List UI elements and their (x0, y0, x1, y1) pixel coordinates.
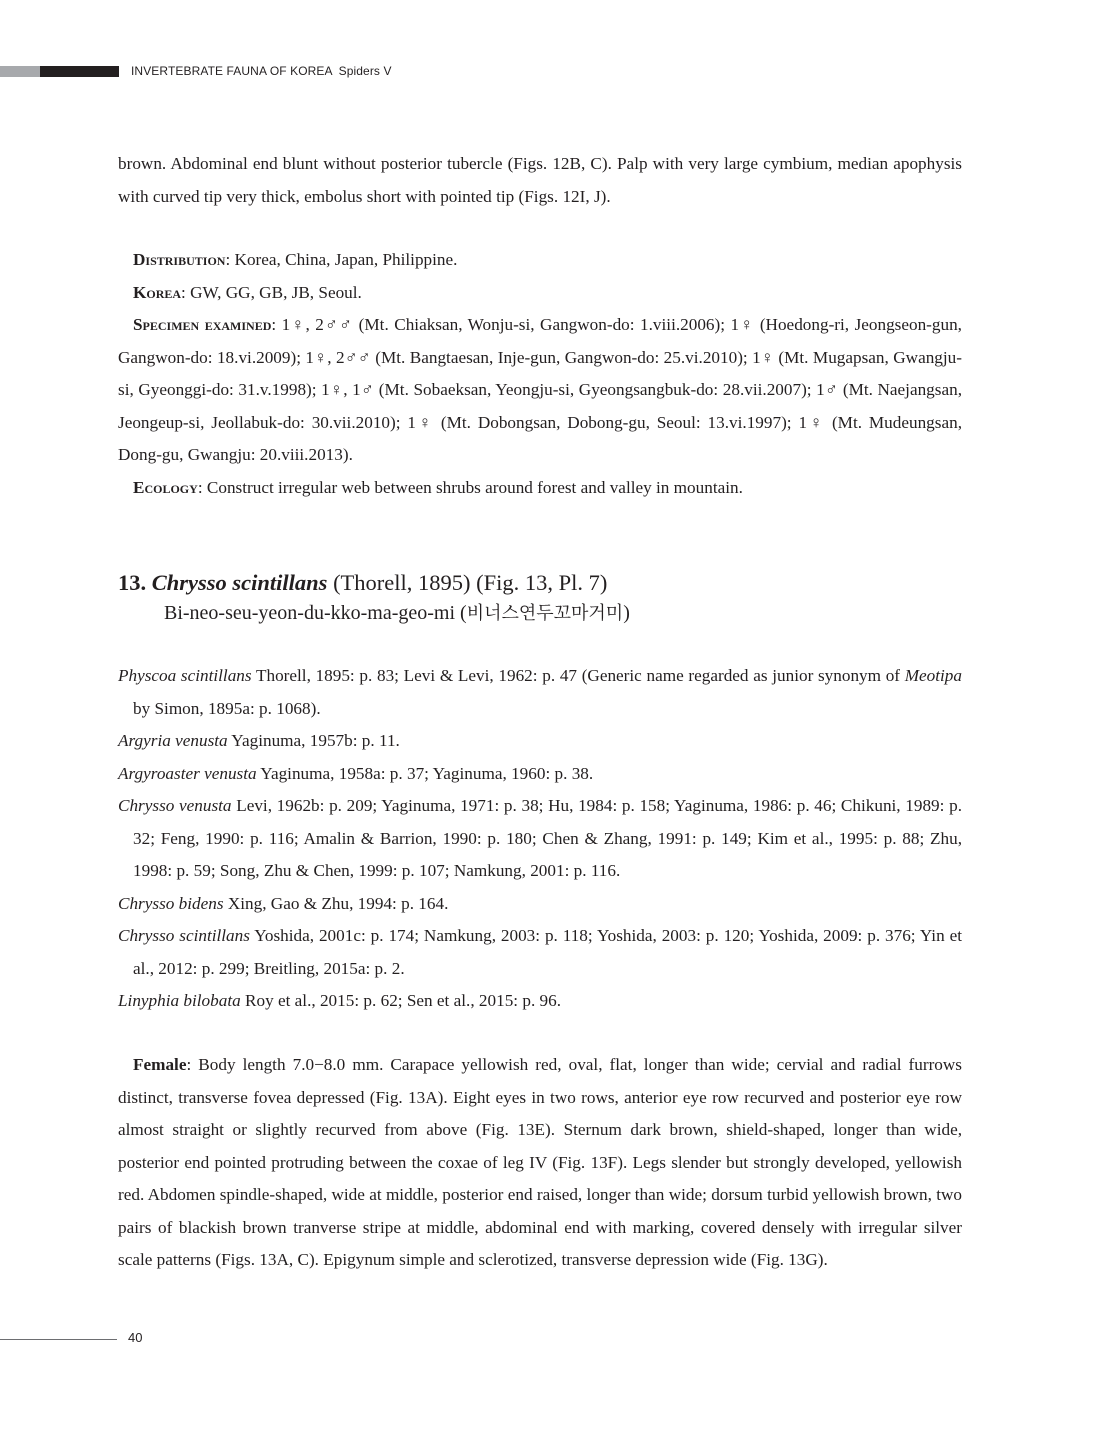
ecology-paragraph (118, 472, 962, 505)
species-authority: (Thorell, 1895) (Fig. 13, Pl. 7) (327, 570, 608, 595)
synonym-entry (118, 888, 962, 921)
synonym-citation-cont: by Simon, 1895a: p. 1068). (133, 698, 321, 718)
korea-paragraph (118, 277, 962, 310)
synonym-entry (118, 758, 962, 791)
female-text: : Body length 7.0−8.0 mm. Carapace yellowish red, oval, flat, longer than wide; cervial and radial furrows distinct, transverse fovea depressed (Fig. 13A). Eight eyes in two rows, anterior eye row recurved and posterior eye row almost straight or slightly recurved from above (Fig. 13E). Sternum dark brown, shield-shaped, longer than wide, posterior end pointed protruding between the coxae of leg IV (Fig. 13F). Legs slender but strongly developed, yellowish red. Abdomen spindle-shaped, wide at middle, posterior end raised, longer than wide; dorsum turbid yellowish brown, two pairs of blackish brown tranverse stripe at middle, abdominal end with marking, covered densely with irregular silver scale patterns (Figs. 13A, C). Epigynum simple and sclerotized, transverse depression wide (Fig. 13G). (118, 1055, 962, 1269)
footer-rule (0, 1339, 117, 1340)
synonym-taxon-name: Chrysso bidens (118, 893, 224, 913)
synonym-citation: Yoshida, 2001c: p. 174; Namkung, 2003: p. 118; Yoshida, 2003: p. 120; Yoshida, 2009: p. 376; Yin et al., 2012: p. 299; Breitling, 2015a: p. 2. (133, 926, 962, 978)
synonym-citation: Yaginuma, 1957b: p. 11. (227, 731, 400, 750)
synonym-citation: Yaginuma, 1958a: p. 37; Yaginuma, 1960: p. 38. (256, 763, 594, 783)
synonym-taxon-name: Argyria venusta (118, 731, 228, 750)
synonym-genus-name: Meotipa (904, 666, 962, 685)
synonym-citation: Roy et al., 2015: p. 62; Sen et al., 2015: p. 96. (240, 991, 562, 1010)
intro-paragraph: brown. Abdominal end blunt without posterior tubercle (Figs. 12B, C). Palp with very large cymbium, median apophysis with curved tip very thick, embolus short with pointed tip (Figs. 12I, J). (118, 154, 962, 206)
synonym-taxon-name: Argyroaster venusta (118, 763, 257, 783)
page-number: 40 (128, 1330, 143, 1345)
synonym-entry (118, 920, 962, 985)
korean-romanized: Bi-neo-seu-yeon-du-kko-ma-geo-mi ( (164, 602, 467, 624)
synonym-taxon-name: Physcoa scintillans (118, 666, 252, 685)
synonymy-list (118, 660, 962, 1018)
intro-block (118, 148, 962, 213)
species-name: Chrysso scintillans (151, 570, 328, 595)
distribution-paragraph (118, 244, 962, 277)
header-bar-light (0, 66, 40, 77)
specimen-label: Specimen examined (133, 315, 272, 334)
synonym-citation: Xing, Gao & Zhu, 1994: p. 164. (223, 893, 449, 913)
korea-label: Korea (133, 282, 182, 302)
specimen-text: : 1♀, 2♂♂ (Mt. Chiaksan, Wonju-si, Gangwon-do: 1.viii.2006); 1♀ (Hoedong-ri, Jeongseon-gun, Gangwon-do: 18.vi.2009); 1♀, 2♂♂ (Mt. Bangtaesan, Inje-gun, Gangwon-do: 25.vi.2010); 1♀ (Mt. Mugapsan, Gwangju-si, Gyeonggi-do: 31.v.1998); 1♀, 1♂ (Mt. Sobaeksan, Yeongju-si, Gyeongsangbuk-do: 28.vii.2007); 1♂ (Mt. Naejangsan, Jeongeup-si, Jeollabuk-do: 30.vii.2010); 1♀ (Mt. Dobongsan, Dobong-gu, Seoul: 13.vi.1997); 1♀ (Mt. Mudeungsan, Dong-gu, Gwangju: 20.viii.2013). (118, 315, 962, 464)
synonym-taxon-name: Chrysso scintillans (118, 926, 250, 945)
synonym-citation: Thorell, 1895: p. 83; Levi & Levi, 1962: p. 47 (Generic name regarded as junior synonym of (251, 666, 905, 685)
header-bar-dark (40, 66, 119, 77)
specimen-paragraph (118, 309, 962, 472)
synonym-entry (118, 660, 962, 725)
species-korean-name (164, 598, 630, 629)
species-number: 13. (118, 570, 147, 595)
korean-close: ) (623, 602, 630, 624)
distribution-text: : Korea, China, Japan, Philippine. (225, 250, 458, 269)
records-block (118, 244, 962, 504)
synonym-taxon-name: Chrysso venusta (118, 796, 232, 815)
female-label: Female (133, 1055, 187, 1074)
synonym-entry (118, 985, 962, 1018)
female-paragraph (118, 1049, 962, 1277)
female-block (118, 1049, 962, 1277)
running-header (131, 64, 392, 78)
distribution-label: Distribution (133, 250, 226, 269)
synonym-entry (118, 725, 962, 758)
ecology-text: : Construct irregular web between shrubs around forest and valley in mountain. (197, 477, 743, 497)
synonym-taxon-name: Linyphia bilobata (118, 991, 241, 1010)
synonym-entry (118, 790, 962, 888)
korea-text: : GW, GG, GB, JB, Seoul. (181, 282, 362, 302)
korean-hangul: 비너스연두꼬마거미 (466, 603, 624, 624)
species-heading (118, 568, 630, 629)
synonym-citation: Levi, 1962b: p. 209; Yaginuma, 1971: p. 38; Hu, 1984: p. 158; Yaginuma, 1986: p. 46; Chikuni, 1989: p. 32; Feng, 1990: p. 116; Amalin & Barrion, 1990: p. 180; Chen & Zhang, 1991: p. 149; Kim et al., 1995: p. 88; Zhu, 1998: p. 59; Song, Zhu & Chen, 1999: p. 107; Namkung, 2001: p. 116. (133, 796, 962, 880)
header-subtitle: Spiders V (338, 64, 392, 78)
header-title: INVERTEBRATE FAUNA OF KOREA (131, 64, 333, 78)
ecology-label: Ecology (133, 477, 198, 497)
